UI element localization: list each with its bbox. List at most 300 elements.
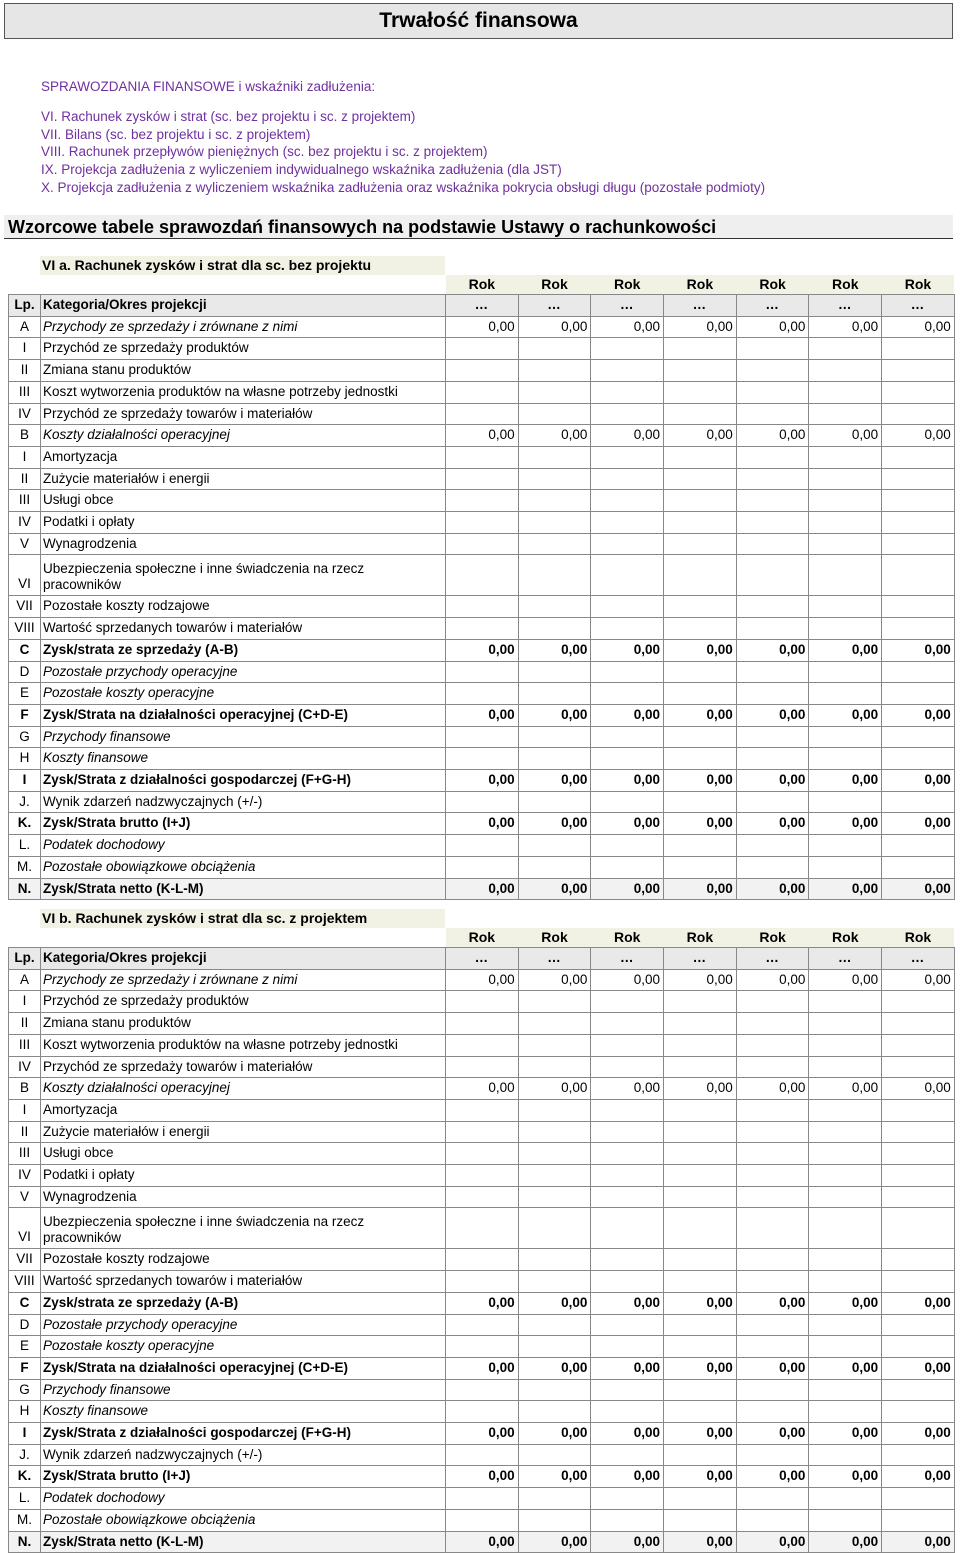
value-cell[interactable]: 0,00	[664, 1078, 737, 1100]
value-cell[interactable]	[591, 446, 664, 468]
value-cell[interactable]	[736, 1336, 809, 1358]
value-cell[interactable]	[809, 490, 882, 512]
value-cell[interactable]	[446, 1314, 519, 1336]
value-cell[interactable]: 0,00	[809, 1423, 882, 1445]
value-cell[interactable]	[736, 1271, 809, 1293]
value-cell[interactable]	[882, 1379, 955, 1401]
value-cell[interactable]: 0,00	[518, 813, 591, 835]
value-cell[interactable]: 0,00	[809, 969, 882, 991]
value-cell[interactable]: 0,00	[518, 639, 591, 661]
value-cell[interactable]: 0,00	[518, 878, 591, 900]
value-cell[interactable]	[882, 1444, 955, 1466]
value-cell[interactable]: 0,00	[809, 813, 882, 835]
value-cell[interactable]	[736, 512, 809, 534]
value-cell[interactable]	[518, 338, 591, 360]
value-cell[interactable]	[736, 1314, 809, 1336]
value-cell[interactable]: 0,00	[664, 639, 737, 661]
value-cell[interactable]: 0,00	[446, 1531, 519, 1553]
value-cell[interactable]	[882, 1099, 955, 1121]
value-cell[interactable]	[591, 683, 664, 705]
value-cell[interactable]	[882, 835, 955, 857]
value-cell[interactable]	[809, 1121, 882, 1143]
value-cell[interactable]: 0,00	[518, 1423, 591, 1445]
value-cell[interactable]: 0,00	[664, 969, 737, 991]
value-cell[interactable]	[518, 683, 591, 705]
value-cell[interactable]: 0,00	[518, 1078, 591, 1100]
value-cell[interactable]: 0,00	[882, 425, 955, 447]
value-cell[interactable]	[882, 683, 955, 705]
value-cell[interactable]: 0,00	[882, 770, 955, 792]
value-cell[interactable]	[664, 726, 737, 748]
value-cell[interactable]	[518, 1165, 591, 1187]
value-cell[interactable]	[591, 991, 664, 1013]
value-cell[interactable]	[809, 1208, 882, 1249]
value-cell[interactable]	[664, 1314, 737, 1336]
value-cell[interactable]	[736, 856, 809, 878]
value-cell[interactable]: 0,00	[518, 316, 591, 338]
value-cell[interactable]	[446, 512, 519, 534]
value-cell[interactable]	[736, 1121, 809, 1143]
value-cell[interactable]	[518, 835, 591, 857]
value-cell[interactable]: 0,00	[591, 969, 664, 991]
value-cell[interactable]	[446, 1121, 519, 1143]
value-cell[interactable]: 0,00	[736, 770, 809, 792]
value-cell[interactable]	[664, 683, 737, 705]
value-cell[interactable]	[591, 1056, 664, 1078]
value-cell[interactable]	[809, 661, 882, 683]
value-cell[interactable]	[736, 1401, 809, 1423]
value-cell[interactable]	[809, 856, 882, 878]
value-cell[interactable]: 0,00	[518, 1466, 591, 1488]
value-cell[interactable]	[664, 1143, 737, 1165]
value-cell[interactable]	[809, 991, 882, 1013]
value-cell[interactable]	[518, 512, 591, 534]
value-cell[interactable]	[736, 596, 809, 618]
value-cell[interactable]: 0,00	[664, 1357, 737, 1379]
value-cell[interactable]	[591, 661, 664, 683]
value-cell[interactable]	[809, 1056, 882, 1078]
value-cell[interactable]: 0,00	[736, 316, 809, 338]
value-cell[interactable]: 0,00	[736, 878, 809, 900]
value-cell[interactable]	[591, 338, 664, 360]
value-cell[interactable]: 0,00	[446, 1078, 519, 1100]
value-cell[interactable]: 0,00	[591, 425, 664, 447]
value-cell[interactable]	[809, 1336, 882, 1358]
value-cell[interactable]	[809, 1271, 882, 1293]
value-cell[interactable]	[518, 1509, 591, 1531]
value-cell[interactable]	[882, 1509, 955, 1531]
value-cell[interactable]	[736, 1379, 809, 1401]
value-cell[interactable]	[518, 1121, 591, 1143]
value-cell[interactable]	[882, 1186, 955, 1208]
value-cell[interactable]: 0,00	[446, 316, 519, 338]
value-cell[interactable]	[518, 381, 591, 403]
value-cell[interactable]	[736, 726, 809, 748]
value-cell[interactable]: 0,00	[446, 1357, 519, 1379]
value-cell[interactable]	[446, 533, 519, 555]
value-cell[interactable]	[518, 1314, 591, 1336]
value-cell[interactable]	[591, 1165, 664, 1187]
value-cell[interactable]	[591, 1034, 664, 1056]
toc-link-x[interactable]: X. Projekcja zadłużenia z wyliczeniem wskaźnika zadłużenia oraz wskaźnika pokrycia obsługi długu (pozostałe podmioty)	[41, 179, 766, 195]
value-cell[interactable]	[591, 726, 664, 748]
value-cell[interactable]	[736, 468, 809, 490]
toc-link-vii[interactable]: VII. Bilans (sc. bez projektu i sc. z projektem)	[41, 126, 311, 142]
value-cell[interactable]	[591, 618, 664, 640]
value-cell[interactable]	[664, 1208, 737, 1249]
value-cell[interactable]	[664, 1186, 737, 1208]
value-cell[interactable]: 0,00	[446, 969, 519, 991]
value-cell[interactable]	[809, 791, 882, 813]
value-cell[interactable]	[736, 1165, 809, 1187]
value-cell[interactable]	[446, 791, 519, 813]
value-cell[interactable]: 0,00	[882, 878, 955, 900]
value-cell[interactable]: 0,00	[518, 770, 591, 792]
value-cell[interactable]	[664, 360, 737, 382]
value-cell[interactable]	[664, 618, 737, 640]
value-cell[interactable]	[591, 1143, 664, 1165]
value-cell[interactable]	[882, 618, 955, 640]
value-cell[interactable]: 0,00	[591, 1292, 664, 1314]
value-cell[interactable]	[882, 748, 955, 770]
value-cell[interactable]	[882, 338, 955, 360]
value-cell[interactable]	[809, 1444, 882, 1466]
value-cell[interactable]	[809, 1379, 882, 1401]
value-cell[interactable]	[446, 403, 519, 425]
value-cell[interactable]: 0,00	[591, 639, 664, 661]
value-cell[interactable]	[518, 1056, 591, 1078]
value-cell[interactable]: 0,00	[882, 969, 955, 991]
value-cell[interactable]: 0,00	[809, 1531, 882, 1553]
value-cell[interactable]	[446, 1336, 519, 1358]
value-cell[interactable]: 0,00	[882, 1078, 955, 1100]
value-cell[interactable]	[736, 1143, 809, 1165]
value-cell[interactable]	[882, 1208, 955, 1249]
value-cell[interactable]	[664, 596, 737, 618]
value-cell[interactable]	[446, 1444, 519, 1466]
value-cell[interactable]	[882, 1121, 955, 1143]
value-cell[interactable]	[446, 1099, 519, 1121]
value-cell[interactable]	[664, 1401, 737, 1423]
value-cell[interactable]	[591, 1444, 664, 1466]
value-cell[interactable]	[882, 1249, 955, 1271]
value-cell[interactable]: 0,00	[518, 1292, 591, 1314]
value-cell[interactable]	[518, 1186, 591, 1208]
value-cell[interactable]	[664, 1165, 737, 1187]
value-cell[interactable]	[736, 1444, 809, 1466]
value-cell[interactable]	[809, 533, 882, 555]
value-cell[interactable]	[809, 726, 882, 748]
value-cell[interactable]	[518, 1401, 591, 1423]
value-cell[interactable]	[591, 791, 664, 813]
value-cell[interactable]	[882, 661, 955, 683]
value-cell[interactable]	[664, 533, 737, 555]
value-cell[interactable]: 0,00	[664, 425, 737, 447]
value-cell[interactable]	[882, 791, 955, 813]
value-cell[interactable]	[591, 1099, 664, 1121]
value-cell[interactable]	[882, 856, 955, 878]
value-cell[interactable]	[446, 726, 519, 748]
value-cell[interactable]	[882, 1271, 955, 1293]
value-cell[interactable]	[809, 1509, 882, 1531]
value-cell[interactable]	[591, 1013, 664, 1035]
value-cell[interactable]	[664, 835, 737, 857]
value-cell[interactable]: 0,00	[809, 704, 882, 726]
value-cell[interactable]: 0,00	[446, 1292, 519, 1314]
value-cell[interactable]	[882, 1165, 955, 1187]
value-cell[interactable]	[809, 1488, 882, 1510]
value-cell[interactable]	[518, 1336, 591, 1358]
value-cell[interactable]: 0,00	[736, 1357, 809, 1379]
value-cell[interactable]	[591, 1249, 664, 1271]
value-cell[interactable]	[809, 403, 882, 425]
value-cell[interactable]	[518, 533, 591, 555]
value-cell[interactable]	[736, 1208, 809, 1249]
value-cell[interactable]	[809, 596, 882, 618]
value-cell[interactable]: 0,00	[882, 704, 955, 726]
value-cell[interactable]	[446, 490, 519, 512]
value-cell[interactable]	[736, 1056, 809, 1078]
value-cell[interactable]	[446, 555, 519, 596]
value-cell[interactable]: 0,00	[809, 1292, 882, 1314]
value-cell[interactable]	[882, 533, 955, 555]
value-cell[interactable]	[518, 791, 591, 813]
value-cell[interactable]	[664, 1444, 737, 1466]
value-cell[interactable]	[518, 1488, 591, 1510]
value-cell[interactable]: 0,00	[591, 704, 664, 726]
value-cell[interactable]	[518, 360, 591, 382]
value-cell[interactable]	[736, 338, 809, 360]
value-cell[interactable]	[809, 618, 882, 640]
value-cell[interactable]: 0,00	[664, 1466, 737, 1488]
value-cell[interactable]	[591, 381, 664, 403]
value-cell[interactable]	[446, 1143, 519, 1165]
value-cell[interactable]	[518, 991, 591, 1013]
value-cell[interactable]	[882, 1314, 955, 1336]
value-cell[interactable]	[882, 1034, 955, 1056]
value-cell[interactable]: 0,00	[736, 1292, 809, 1314]
toc-link-viii[interactable]: VIII. Rachunek przepływów pieniężnych (sc. bez projektu i sc. z projektem)	[41, 144, 488, 160]
value-cell[interactable]: 0,00	[591, 1423, 664, 1445]
value-cell[interactable]	[446, 1165, 519, 1187]
value-cell[interactable]: 0,00	[809, 316, 882, 338]
value-cell[interactable]	[518, 618, 591, 640]
value-cell[interactable]	[591, 1488, 664, 1510]
value-cell[interactable]	[736, 748, 809, 770]
value-cell[interactable]: 0,00	[446, 878, 519, 900]
value-cell[interactable]: 0,00	[882, 1423, 955, 1445]
value-cell[interactable]	[882, 1143, 955, 1165]
value-cell[interactable]: 0,00	[736, 704, 809, 726]
value-cell[interactable]	[664, 403, 737, 425]
value-cell[interactable]: 0,00	[591, 1466, 664, 1488]
value-cell[interactable]	[736, 791, 809, 813]
value-cell[interactable]	[882, 1401, 955, 1423]
value-cell[interactable]	[809, 512, 882, 534]
value-cell[interactable]: 0,00	[591, 316, 664, 338]
value-cell[interactable]	[736, 360, 809, 382]
value-cell[interactable]	[518, 596, 591, 618]
value-cell[interactable]	[446, 596, 519, 618]
value-cell[interactable]	[591, 512, 664, 534]
value-cell[interactable]	[518, 661, 591, 683]
value-cell[interactable]: 0,00	[664, 813, 737, 835]
value-cell[interactable]	[736, 835, 809, 857]
value-cell[interactable]	[736, 533, 809, 555]
value-cell[interactable]	[664, 1121, 737, 1143]
value-cell[interactable]: 0,00	[736, 639, 809, 661]
value-cell[interactable]: 0,00	[446, 1466, 519, 1488]
value-cell[interactable]	[518, 726, 591, 748]
value-cell[interactable]: 0,00	[736, 1466, 809, 1488]
value-cell[interactable]: 0,00	[591, 878, 664, 900]
value-cell[interactable]	[446, 1186, 519, 1208]
value-cell[interactable]	[809, 1186, 882, 1208]
value-cell[interactable]	[809, 338, 882, 360]
value-cell[interactable]	[591, 596, 664, 618]
value-cell[interactable]	[736, 1186, 809, 1208]
value-cell[interactable]: 0,00	[664, 1423, 737, 1445]
value-cell[interactable]: 0,00	[446, 425, 519, 447]
value-cell[interactable]: 0,00	[882, 1292, 955, 1314]
value-cell[interactable]	[809, 1143, 882, 1165]
value-cell[interactable]	[446, 360, 519, 382]
value-cell[interactable]	[809, 1013, 882, 1035]
value-cell[interactable]	[446, 468, 519, 490]
value-cell[interactable]	[736, 403, 809, 425]
value-cell[interactable]	[664, 991, 737, 1013]
value-cell[interactable]	[591, 555, 664, 596]
value-cell[interactable]	[736, 1249, 809, 1271]
toc-link-vi[interactable]: VI. Rachunek zysków i strat (sc. bez projektu i sc. z projektem)	[41, 109, 416, 124]
value-cell[interactable]	[446, 1379, 519, 1401]
value-cell[interactable]: 0,00	[446, 770, 519, 792]
value-cell[interactable]	[591, 1121, 664, 1143]
value-cell[interactable]	[446, 381, 519, 403]
value-cell[interactable]	[446, 991, 519, 1013]
value-cell[interactable]	[809, 1314, 882, 1336]
value-cell[interactable]: 0,00	[446, 813, 519, 835]
value-cell[interactable]	[446, 1401, 519, 1423]
value-cell[interactable]: 0,00	[518, 969, 591, 991]
value-cell[interactable]	[882, 726, 955, 748]
value-cell[interactable]	[809, 835, 882, 857]
value-cell[interactable]	[518, 1099, 591, 1121]
value-cell[interactable]	[809, 1165, 882, 1187]
value-cell[interactable]	[518, 856, 591, 878]
value-cell[interactable]	[882, 1488, 955, 1510]
value-cell[interactable]	[809, 1249, 882, 1271]
value-cell[interactable]	[664, 1249, 737, 1271]
value-cell[interactable]: 0,00	[736, 1423, 809, 1445]
value-cell[interactable]	[736, 1034, 809, 1056]
value-cell[interactable]	[518, 403, 591, 425]
value-cell[interactable]	[664, 661, 737, 683]
value-cell[interactable]	[736, 1013, 809, 1035]
value-cell[interactable]: 0,00	[518, 1531, 591, 1553]
value-cell[interactable]	[446, 1488, 519, 1510]
value-cell[interactable]	[591, 1271, 664, 1293]
value-cell[interactable]	[809, 748, 882, 770]
value-cell[interactable]	[664, 791, 737, 813]
value-cell[interactable]	[591, 1314, 664, 1336]
value-cell[interactable]	[664, 381, 737, 403]
value-cell[interactable]	[518, 468, 591, 490]
value-cell[interactable]: 0,00	[809, 770, 882, 792]
value-cell[interactable]: 0,00	[518, 425, 591, 447]
value-cell[interactable]	[736, 381, 809, 403]
value-cell[interactable]	[736, 683, 809, 705]
value-cell[interactable]	[664, 490, 737, 512]
value-cell[interactable]	[882, 596, 955, 618]
value-cell[interactable]	[664, 1034, 737, 1056]
value-cell[interactable]	[664, 1099, 737, 1121]
value-cell[interactable]	[809, 446, 882, 468]
value-cell[interactable]: 0,00	[518, 1357, 591, 1379]
value-cell[interactable]	[591, 1379, 664, 1401]
value-cell[interactable]: 0,00	[736, 969, 809, 991]
value-cell[interactable]	[518, 1379, 591, 1401]
value-cell[interactable]	[591, 1509, 664, 1531]
value-cell[interactable]	[446, 1034, 519, 1056]
value-cell[interactable]: 0,00	[882, 1531, 955, 1553]
value-cell[interactable]	[446, 1509, 519, 1531]
value-cell[interactable]	[446, 1271, 519, 1293]
value-cell[interactable]	[664, 512, 737, 534]
value-cell[interactable]	[446, 338, 519, 360]
value-cell[interactable]	[518, 1143, 591, 1165]
value-cell[interactable]	[882, 446, 955, 468]
value-cell[interactable]: 0,00	[446, 1423, 519, 1445]
value-cell[interactable]: 0,00	[736, 1531, 809, 1553]
value-cell[interactable]	[882, 403, 955, 425]
value-cell[interactable]	[882, 1013, 955, 1035]
value-cell[interactable]	[518, 555, 591, 596]
value-cell[interactable]	[518, 1271, 591, 1293]
value-cell[interactable]: 0,00	[664, 704, 737, 726]
value-cell[interactable]	[446, 1013, 519, 1035]
value-cell[interactable]: 0,00	[591, 770, 664, 792]
value-cell[interactable]	[736, 618, 809, 640]
value-cell[interactable]: 0,00	[882, 639, 955, 661]
value-cell[interactable]: 0,00	[809, 639, 882, 661]
value-cell[interactable]: 0,00	[446, 704, 519, 726]
value-cell[interactable]: 0,00	[809, 425, 882, 447]
value-cell[interactable]: 0,00	[664, 770, 737, 792]
value-cell[interactable]: 0,00	[736, 1078, 809, 1100]
value-cell[interactable]	[518, 1208, 591, 1249]
toc-link-ix[interactable]: IX. Projekcja zadłużenia z wyliczeniem indywidualnego wskaźnika zadłużenia (dla JST)	[41, 162, 562, 178]
value-cell[interactable]	[446, 661, 519, 683]
value-cell[interactable]: 0,00	[664, 1531, 737, 1553]
value-cell[interactable]: 0,00	[882, 1357, 955, 1379]
value-cell[interactable]	[882, 991, 955, 1013]
value-cell[interactable]	[664, 1379, 737, 1401]
value-cell[interactable]: 0,00	[736, 813, 809, 835]
value-cell[interactable]	[591, 1186, 664, 1208]
value-cell[interactable]	[664, 468, 737, 490]
value-cell[interactable]	[882, 490, 955, 512]
value-cell[interactable]	[446, 683, 519, 705]
value-cell[interactable]	[736, 1509, 809, 1531]
value-cell[interactable]	[446, 1249, 519, 1271]
value-cell[interactable]	[736, 661, 809, 683]
value-cell[interactable]	[882, 555, 955, 596]
value-cell[interactable]	[591, 835, 664, 857]
value-cell[interactable]	[882, 512, 955, 534]
value-cell[interactable]	[809, 683, 882, 705]
value-cell[interactable]	[664, 446, 737, 468]
